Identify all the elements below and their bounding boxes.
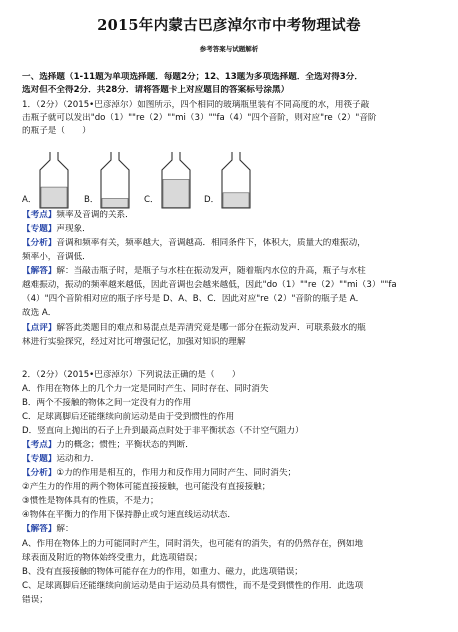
dianping-text-1: 解答此类题目的难点和易混点是弄清究竟是哪一部分在振动发声．可联系鼓水的瓶 — [56, 323, 366, 333]
q2-kaodian-line — [22, 440, 438, 451]
q2-option-b: B．两个不接触的物体之间一定没有力的作用 — [22, 398, 192, 408]
q1-jieda-line-3: （4）"四个音阶相对应的瓶子序号是 D、A、B、C．因此对应"re（2）"音阶的瓶子是 A． — [22, 294, 365, 304]
water-level — [41, 187, 67, 207]
q1-fenxi-line-2: 频率小，音调低． — [22, 252, 91, 262]
q2-stem: 2．（2分）（2015•巴彦淖尔）下列说法正确的是（ ） — [22, 370, 241, 380]
q2-fenxi-line-3: ③惯性是物体具有的性质，不是力； — [22, 496, 159, 506]
q1-stem-line-2: 击瓶子就可以发出"do（1）""re（2）""mi（3）""fa（4）"四个音阶，则对应"re（2）"音阶 — [22, 113, 377, 123]
q2-fenxi-line-1 — [22, 468, 438, 479]
section-heading-line-1: 一、选择题（1-11题为单项选择题．每题2分；12、13题为多项选择题．全选对得3分． — [22, 72, 363, 82]
q1-stem-line-3: 的瓶子是（ ） — [22, 126, 91, 136]
bottle-b — [101, 152, 129, 208]
q2-jieda-line-5: 错误； — [22, 595, 48, 605]
zhuanti-tag: 【专题】 — [22, 224, 57, 234]
kaodian-text: 力的概念；惯性；平衡状态的判断． — [56, 440, 194, 450]
option-a-label: A． — [22, 195, 37, 205]
fenxi-tag: 【分析】 — [22, 238, 57, 248]
jieda-tag: 【解答】 — [22, 266, 57, 276]
q2-fenxi-line-4: ④物体在平衡力的作用下保持静止或匀速直线运动状态． — [22, 510, 236, 520]
page-subtitle: 参考答案与试题解析 — [199, 45, 259, 53]
jieda-tag: 【解答】 — [22, 524, 57, 534]
q2-option-a: A．作用在物体上的几个力一定是同时产生、同时存在、同时消失 — [22, 384, 269, 394]
option-d-label: D． — [204, 195, 220, 205]
q2-option-d: D．竖直向上抛出的石子上升到最高点时处于非平衡状态（不计空气阻力） — [22, 426, 304, 436]
bottle-figure-svg — [24, 150, 254, 212]
fenxi-tag: 【分析】 — [22, 468, 57, 478]
zhuanti-text: 声现象． — [56, 224, 91, 234]
q2-jieda-line-4: C、足球离脚后还能继续向前运动是由于运动员具有惯性，而不是受到惯性的作用．此选项 — [22, 581, 364, 591]
zhuanti-tag: 【专题】 — [22, 454, 57, 464]
section-heading-line-2: 选对但不全得2分．共28分．请将答题卡上对应题目的答案标号涂黑） — [22, 85, 290, 95]
option-c-label: C． — [144, 195, 159, 205]
q1-bottle-figure — [24, 150, 254, 210]
q1-stem-line-1: 1．（2分）（2015•巴彦淖尔）如图所示，四个相同的玻璃瓶里装有不同高度的水，用筷子敲 — [22, 100, 370, 110]
dianping-tag: 【点评】 — [22, 323, 57, 333]
q1-dianping-line-2: 林进行实验探究，经过对比可增强记忆，加强对知识的理解 — [22, 337, 246, 347]
water-level — [223, 193, 249, 208]
q2-jieda-line-3: B、没有直接接触的物体可能存在力的作用，如重力、磁力，此选项错误； — [22, 567, 303, 577]
q1-jieda-line-2: 越难振动，振动的频率越来越低，因此音调也会越来越低，因此"do（1）""re（2）""mi（3）""fa — [22, 280, 397, 290]
kaodian-tag: 【考点】 — [22, 440, 57, 450]
kaodian-text: 频率及音调的关系． — [56, 210, 134, 220]
q1-jieda-line-1 — [22, 266, 438, 277]
bottle-c — [162, 152, 190, 208]
water-level — [102, 199, 128, 208]
q2-option-c: C．足球离脚后还能继续向前运动是由于受到惯性的作用 — [22, 412, 235, 422]
q1-fenxi-line-1 — [22, 238, 438, 249]
q1-kaodian-line — [22, 210, 438, 221]
q1-jieda-line-4: 故选 A． — [22, 308, 57, 318]
kaodian-tag: 【考点】 — [22, 210, 57, 220]
page-title: 2015年内蒙古巴彦淖尔市中考物理试卷 — [97, 17, 361, 34]
water-level — [163, 180, 189, 208]
q2-jieda-line-1: A、作用在物体上的力可能同时产生，同时消失，也可能有的消失，有的仍然存在，例如地 — [22, 539, 364, 549]
q2-jieda-line-0 — [22, 524, 438, 535]
option-b-label: B． — [84, 195, 99, 205]
bottle-d — [222, 152, 250, 208]
jieda-text-0: 解： — [56, 524, 74, 534]
q2-fenxi-line-2: ②产生力的作用的两个物体可能直接接触，也可能没有直接接触； — [22, 482, 271, 492]
q1-zhuanti-line — [22, 224, 438, 235]
q1-dianping-line-1 — [22, 323, 438, 334]
zhuanti-text: 运动和力． — [56, 454, 100, 464]
q2-zhuanti-line — [22, 454, 438, 465]
fenxi-text-1: 音调和频率有关，频率越大，音调越高．相同条件下，体积大，质量大的难振动， — [56, 238, 366, 248]
bottle-a — [40, 152, 68, 208]
jieda-text-1: 解：当敲击瓶子时，是瓶子与水柱在振动发声，随着瓶内水位的升高，瓶子与水柱 — [56, 266, 366, 276]
q2-jieda-line-2: 球表面及附近的物体始终受重力，此选项错误； — [22, 553, 203, 563]
fenxi-text-1: ①力的作用是相互的，作用力和反作用力同时产生、同时消失； — [56, 468, 297, 478]
